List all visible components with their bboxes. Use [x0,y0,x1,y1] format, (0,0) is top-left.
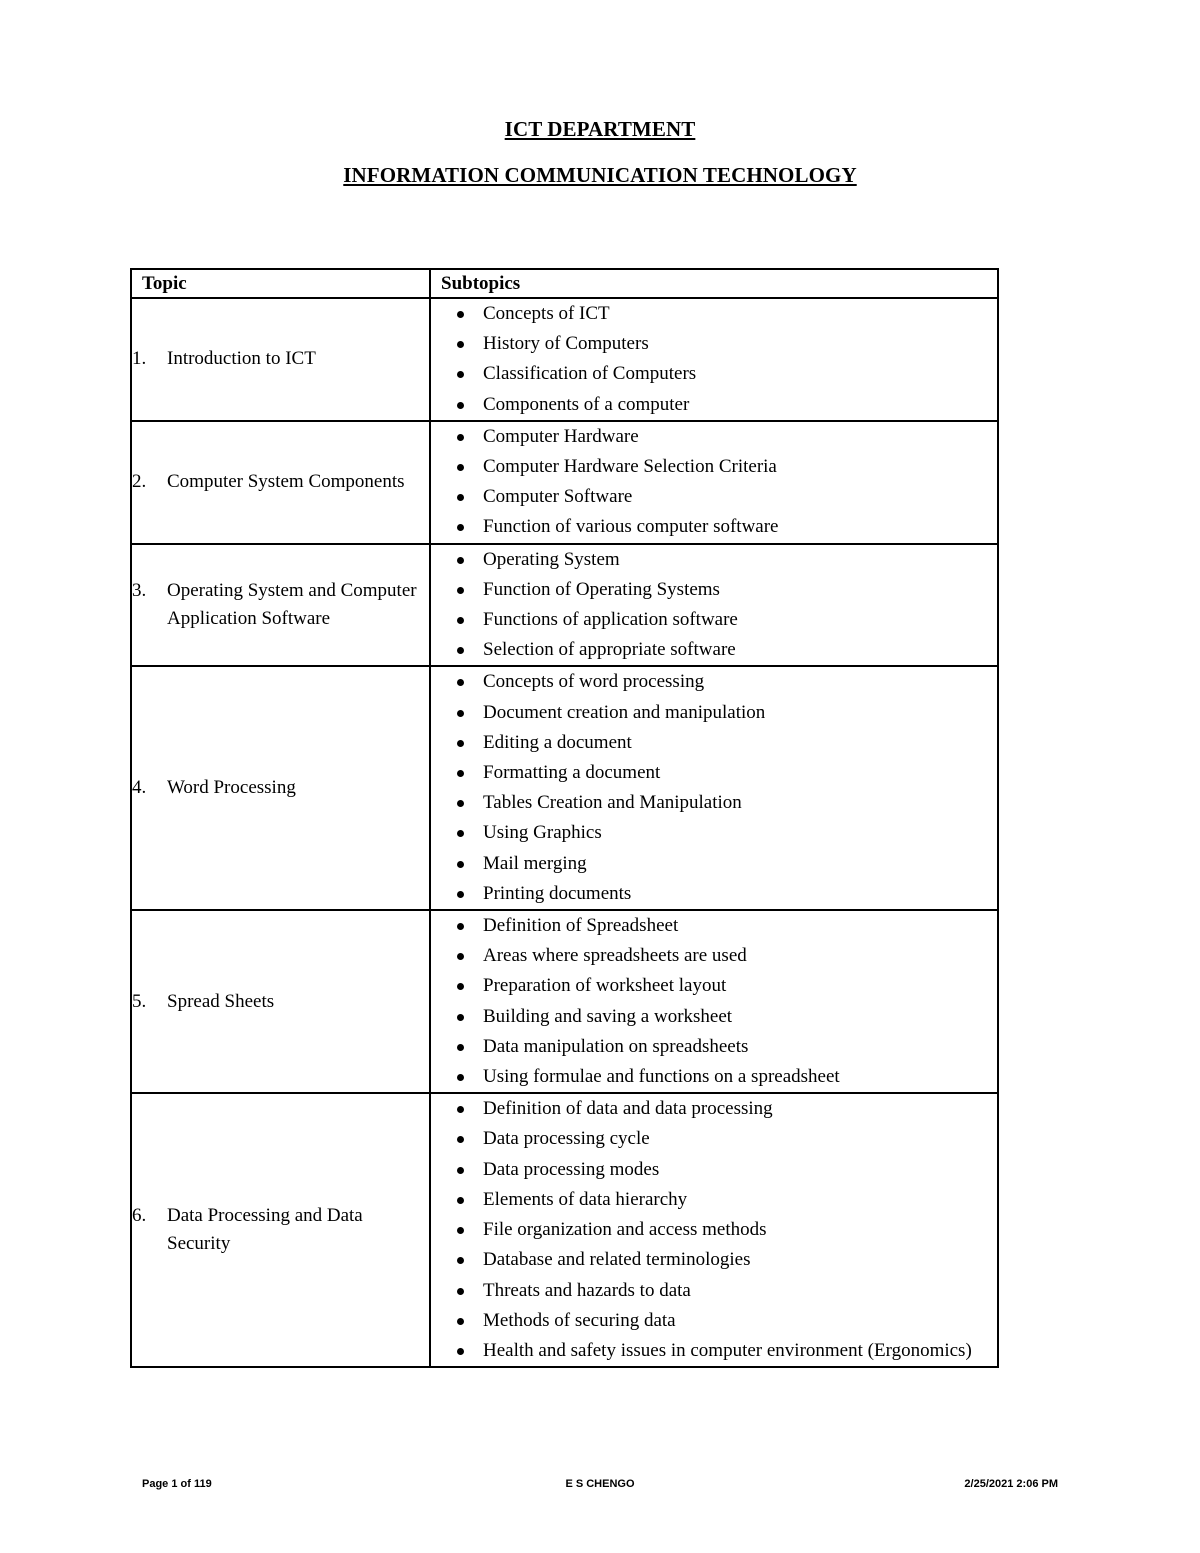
subtopic-item: Editing a document [431,728,997,758]
subtopic-item: Definition of data and data processing [431,1094,997,1124]
table-row [131,910,998,1093]
subtopic-item: Using formulae and functions on a spreadsheet [431,1062,997,1092]
subtopic-item: Data processing modes [431,1155,997,1185]
document-title: ICT DEPARTMENT [504,117,696,141]
subtopic-item: Printing documents [431,879,997,909]
subtopics-cell [430,666,998,910]
subtopic-item: Database and related terminologies [431,1245,997,1275]
topic-cell [131,544,430,667]
subtopic-item: Components of a computer [431,390,997,420]
subtopic-item: Computer Hardware [431,422,997,452]
subtopic-item: Operating System [431,545,997,575]
topic-number: 4. [132,777,147,799]
table-header-row [131,269,998,298]
subtopics-cell [430,1093,998,1367]
subtopic-list [431,422,997,543]
topic-name: Operating System and Computer Application Software [167,580,417,630]
subtopic-item: Document creation and manipulation [431,698,997,728]
table-body [131,298,998,1367]
topic-number: 3. [132,580,147,602]
footer-datetime: 2/25/2021 2:06 PM [964,1478,1058,1490]
subtopic-list [431,911,997,1092]
subtopic-item: Computer Software [431,482,997,512]
topic-name: Spread Sheets [167,990,275,1012]
table-row [131,298,998,421]
subtopic-item: Definition of Spreadsheet [431,911,997,941]
subtopic-item: Computer Hardware Selection Criteria [431,452,997,482]
subtopic-item: Function of Operating Systems [431,575,997,605]
subtopic-item: Tables Creation and Manipulation [431,788,997,818]
subtopic-list [431,299,997,420]
subtopic-item: Mail merging [431,849,997,879]
subtopics-cell [430,421,998,544]
subtopics-cell [430,544,998,667]
table-row [131,421,998,544]
subtopic-item: Data processing cycle [431,1124,997,1154]
footer-page-number: Page 1 of 119 [142,1478,212,1490]
topic-cell [131,666,430,910]
topic-cell [131,910,430,1093]
subtopic-item: Methods of securing data [431,1306,997,1336]
syllabus-table [130,268,999,1368]
subtopic-item: File organization and access methods [431,1215,997,1245]
subtopic-item: History of Computers [431,329,997,359]
table-row [131,666,998,910]
subtopic-item: Preparation of worksheet layout [431,971,997,1001]
subtopic-item: Function of various computer software [431,512,997,542]
topic-cell [131,298,430,421]
document-subtitle: INFORMATION COMMUNICATION TECHNOLOGY [343,163,857,187]
footer-author: E S CHENGO [565,1478,635,1490]
subtopics-cell [430,910,998,1093]
topic-cell [131,1093,430,1367]
subtopic-item: Selection of appropriate software [431,635,997,665]
column-header-topic: Topic [131,269,430,298]
column-header-subtopics: Subtopics [430,269,998,298]
topic-number: 2. [132,471,147,493]
subtopic-item: Functions of application software [431,605,997,635]
subtopic-item: Building and saving a worksheet [431,1002,997,1032]
subtopics-cell [430,298,998,421]
topic-name: Word Processing [167,777,296,799]
subtopic-item: Threats and hazards to data [431,1276,997,1306]
subtopic-list [431,1094,997,1366]
topic-cell [131,421,430,544]
subtopic-item: Classification of Computers [431,359,997,389]
subtopic-item: Concepts of word processing [431,667,997,697]
subtopic-item: Using Graphics [431,818,997,848]
subtopic-item: Areas where spreadsheets are used [431,941,997,971]
subtopic-item: Formatting a document [431,758,997,788]
subtopic-item: Elements of data hierarchy [431,1185,997,1215]
topic-name: Computer System Components [167,471,405,493]
subtopic-item: Concepts of ICT [431,299,997,329]
table-row [131,544,998,667]
topic-number: 5. [132,990,147,1012]
topic-number: 6. [132,1205,147,1227]
topic-number: 1. [132,348,147,370]
subtopic-item: Data manipulation on spreadsheets [431,1032,997,1062]
table-row [131,1093,998,1367]
subtopic-list [431,667,997,909]
topic-name: Data Processing and Data Security [167,1205,363,1255]
subtopic-item: Health and safety issues in computer environment (Ergonomics) [431,1336,997,1366]
topic-name: Introduction to ICT [167,348,316,370]
subtopic-list [431,545,997,666]
